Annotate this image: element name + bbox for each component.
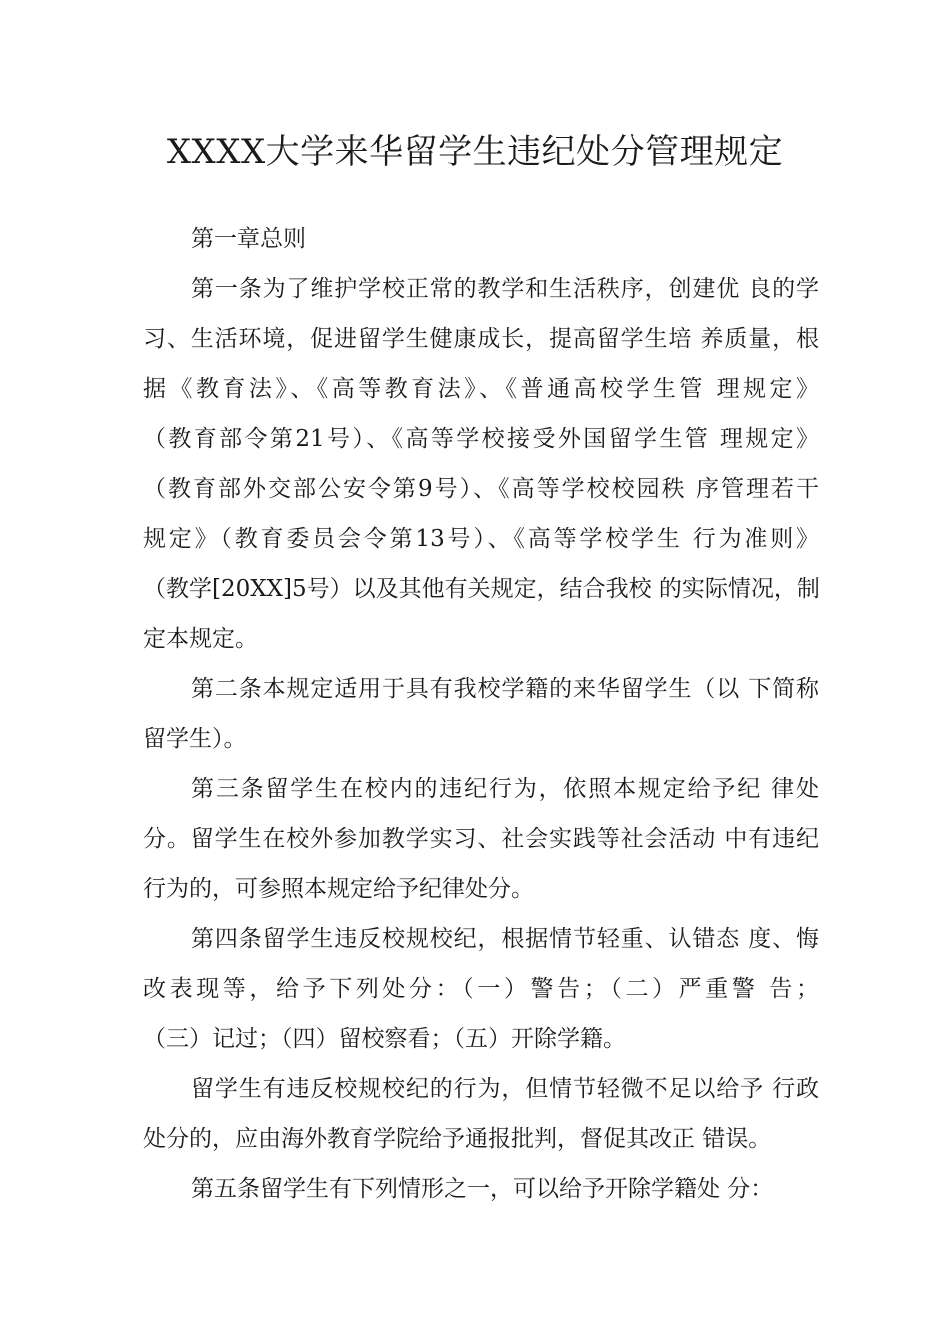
- text-line: 留学生）。: [143, 726, 247, 752]
- text-line: 第四条留学生违反校规校纪，根据情节轻重、认错态 度、悔: [191, 926, 819, 952]
- text-line: 第一条为了维护学校正常的教学和生活秩序，创建优 良的学: [191, 276, 819, 302]
- paragraph-article-1: [143, 264, 819, 664]
- text-line: 分。留学生在校外参加教学实习、社会实践等社会活动 中有违纪: [143, 826, 819, 852]
- text-line: （教育部外交部公安令第9号）、《高等学校校园秩 序管理若干: [143, 476, 819, 502]
- paragraph-article-3: [143, 764, 819, 914]
- text-line: 定本规定。: [143, 626, 258, 652]
- text-line: 据《教育法》、《高等教育法》、《普通高校学生管 理规定》: [143, 376, 819, 402]
- document-title: XXXX大学来华留学生违纪处分管理规定: [166, 132, 784, 172]
- text-line: （教学[20XX]5号）以及其他有关规定，结合我校 的实际情况，制: [143, 576, 820, 602]
- text-line: 留学生有违反校规校纪的行为，但情节轻微不足以给予 行政: [191, 1076, 819, 1102]
- document-body: [143, 214, 819, 1214]
- text-line: （教育部令第21号）、《高等学校接受外国留学生管 理规定》: [143, 426, 819, 452]
- paragraph-article-2: [143, 664, 819, 764]
- paragraph-article-4: [143, 914, 819, 1064]
- text-line: 第三条留学生在校内的违纪行为，依照本规定给予纪 律处: [191, 776, 819, 802]
- text-line: 第五条留学生有下列情形之一，可以给予开除学籍处 分：: [191, 1176, 774, 1202]
- text-line: 行为的，可参照本规定给予纪律处分。: [143, 876, 534, 902]
- paragraph-chapter-1: [143, 214, 819, 264]
- text-line: 习、生活环境，促进留学生健康成长，提高留学生培 养质量，根: [143, 326, 819, 352]
- text-line: 第二条本规定适用于具有我校学籍的来华留学生（以 下简称: [191, 676, 819, 702]
- text-line: 第一章总则: [191, 226, 306, 252]
- text-line: （三）记过；（四）留校察看；（五）开除学籍。: [143, 1026, 626, 1052]
- paragraph-article-4-note: [143, 1064, 819, 1164]
- text-line: 改表现等，给予下列处分：（一）警告；（二）严重警 告；: [143, 976, 819, 1002]
- paragraph-article-5: [143, 1164, 819, 1214]
- text-line: 处分的，应由海外教育学院给予通报批判，督促其改正 错误。: [143, 1126, 772, 1152]
- text-line: 规定》（教育委员会令第13号）、《高等学校学生 行为准则》: [143, 526, 819, 552]
